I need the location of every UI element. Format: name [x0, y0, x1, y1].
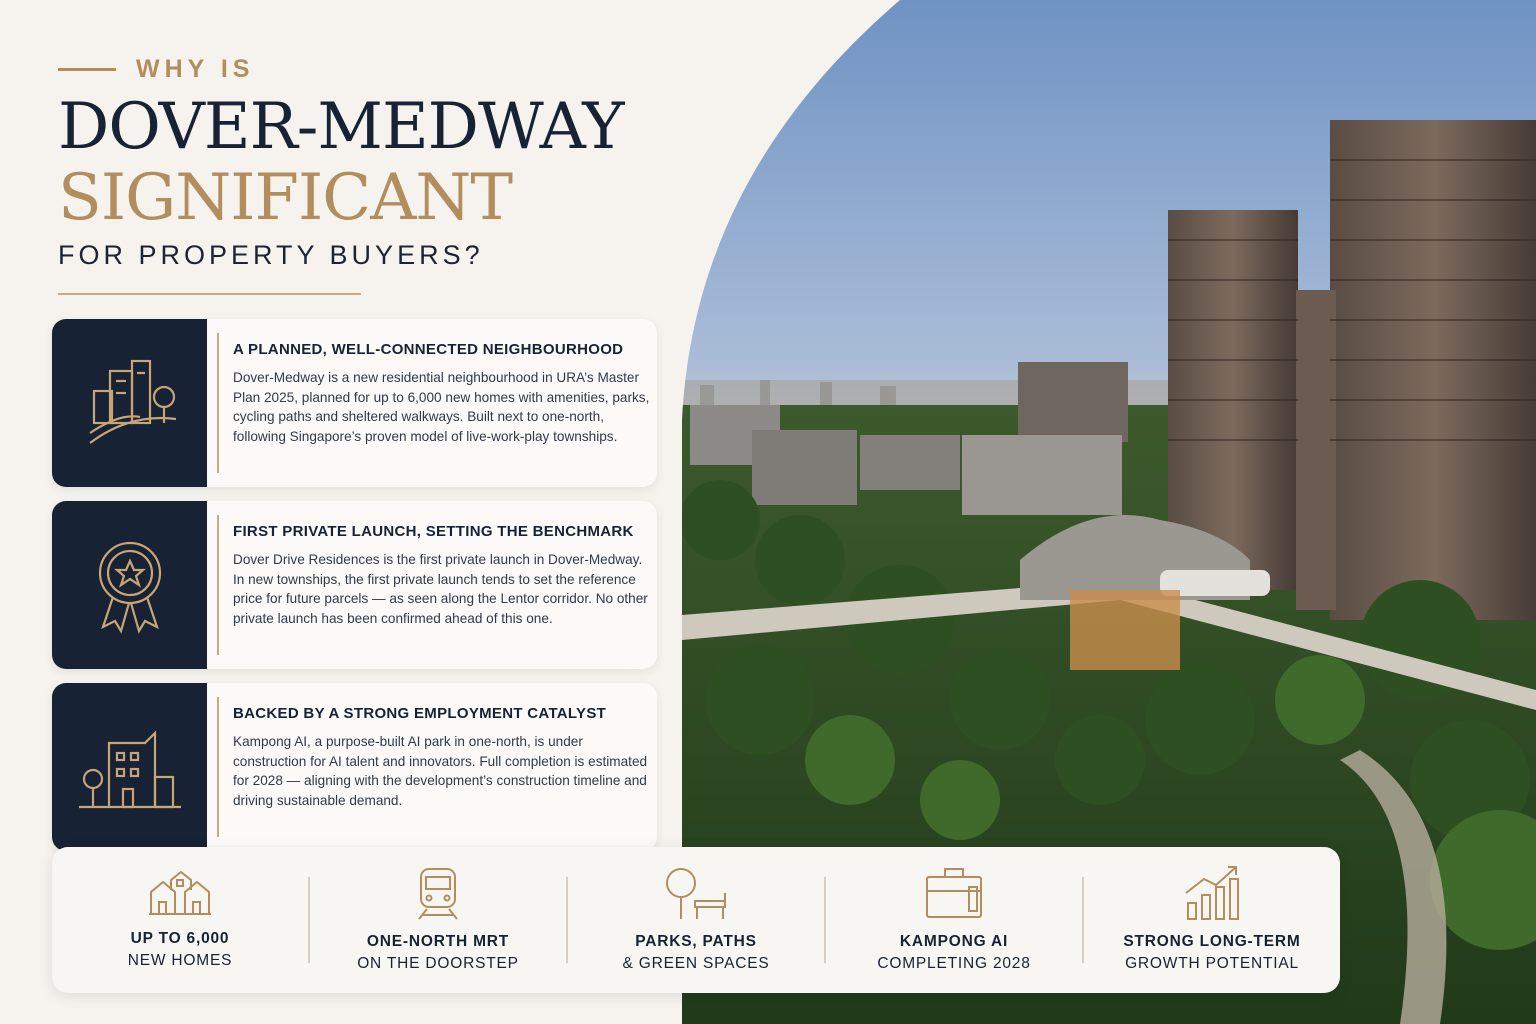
- office-building-icon: [52, 683, 207, 851]
- stat-line-1: KAMPONG AI: [899, 933, 1009, 950]
- briefcase-icon: [923, 865, 985, 921]
- card-body: Dover-Medway is a new residential neighbourhood in URA’s Master Plan 2025, planned for up to 6,000 new homes with amenities, parks, cycling paths and sheltered walkways. Built next to one-north, following Singapore’s proven model of live-work-play townships.: [233, 370, 650, 444]
- card-body: Dover Drive Residences is the first private launch in Dover-Medway. In new townships, the first private launch tends to set the reference price for future parcels — as seen along the Lentor corridor. No other private launch has been confirmed ahead of this one.: [233, 552, 648, 626]
- title-line-3: FOR PROPERTY BUYERS?: [58, 240, 484, 270]
- stat-line-1: ONE-NORTH MRT: [366, 933, 510, 950]
- stat-growth: [1084, 865, 1340, 975]
- award-rosette-icon: [52, 501, 207, 669]
- stat-line-1: UP TO 6,000: [130, 930, 230, 947]
- stat-homes: [52, 868, 308, 972]
- stat-line-1: PARKS, PATHS: [635, 933, 757, 950]
- train-icon: [413, 865, 463, 921]
- stat-parks: [568, 865, 824, 975]
- stat-line-2: NEW HOMES: [127, 952, 233, 969]
- heading-divider: [58, 293, 361, 295]
- title-line-1: DOVER-MEDWAY: [58, 90, 624, 164]
- stat-line-2: & GREEN SPACES: [622, 955, 770, 972]
- kicker-rule: [58, 68, 116, 71]
- stats-bar: [52, 847, 1340, 993]
- stat-mrt: [310, 865, 566, 975]
- stat-line-2: ON THE DOORSTEP: [357, 955, 519, 972]
- tree-bench-icon: [661, 865, 731, 921]
- kicker: [58, 55, 678, 84]
- title-line-2: SIGNIFICANT: [58, 161, 513, 235]
- houses-icon: [147, 868, 213, 918]
- card-divider: [217, 697, 219, 837]
- stat-line-1: STRONG LONG-TERM: [1123, 933, 1301, 950]
- card-first-launch: [52, 501, 657, 669]
- growth-chart-icon: [1182, 865, 1242, 921]
- card-title: FIRST PRIVATE LAUNCH, SETTING THE BENCHMARK: [233, 523, 634, 540]
- stat-line-2: COMPLETING 2028: [877, 955, 1031, 972]
- card-title: BACKED BY A STRONG EMPLOYMENT CATALYST: [233, 705, 607, 722]
- stat-kampong-ai: [826, 865, 1082, 975]
- card-divider: [217, 515, 219, 655]
- heading-block: [58, 55, 678, 295]
- neighbourhood-icon: [52, 319, 207, 487]
- card-employment: [52, 683, 657, 851]
- card-divider: [217, 333, 219, 473]
- card-body: Kampong AI, a purpose-built AI park in one-north, is under construction for AI talent and innovators. Full completion is estimated for 2028 — aligning with the development’s construction timeline and driving sustainable demand.: [233, 734, 648, 808]
- card-title: A PLANNED, WELL-CONNECTED NEIGHBOURHOOD: [233, 341, 624, 358]
- stat-line-2: GROWTH POTENTIAL: [1125, 955, 1299, 972]
- card-neighbourhood: [52, 319, 657, 487]
- kicker-text: WHY IS: [136, 55, 255, 83]
